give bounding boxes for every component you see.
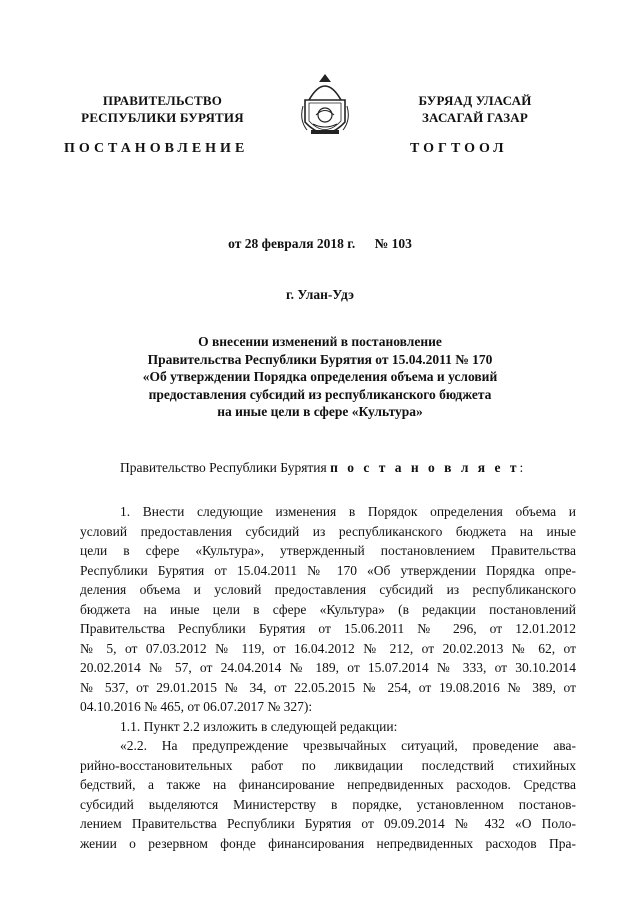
coat-of-arms-emblem <box>299 70 351 146</box>
document-number: № 103 <box>374 236 412 251</box>
header-left-line1: ПРАВИТЕЛЬСТВО <box>102 93 223 108</box>
preamble <box>120 460 523 476</box>
header-left-line2: РЕСПУБЛИКИ БУРЯТИЯ <box>81 110 244 125</box>
title-line: Правительства Республики Бурятия от 15.04.2011 № 170 <box>147 351 493 367</box>
doctype-left: ПОСТАНОВЛЕНИЕ <box>64 141 249 156</box>
body-line: 1. Внести следующие изменения в Порядок определения объема и <box>120 504 576 519</box>
body-line: субсидий выделяются Министерству в порядке, установленном постанов- <box>80 796 576 812</box>
document-body <box>80 502 576 853</box>
header-right-line2: ЗАСАГАЙ ГАЗАР <box>421 110 529 125</box>
body-line: Правительства Республики Бурятия от 15.06.2011 № 296, от 12.01.2012 <box>80 621 576 636</box>
preamble-resolves: п о с т а н о в л я е т <box>330 460 520 475</box>
body-line: деления объема и условий предоставления субсидий из республиканского <box>80 582 576 597</box>
title-line: предоставления субсидий из республиканского бюджета <box>148 386 492 402</box>
header-right-block <box>395 92 555 126</box>
body-line: условий предоставления субсидий из республиканского бюджета на иные <box>80 523 576 539</box>
body-line: 1.1. Пункт 2.2 изложить в следующей редакции: <box>120 718 398 734</box>
document-date: от 28 февраля 2018 г. <box>228 236 356 251</box>
doctype-right: ТОГТООЛ <box>410 141 508 156</box>
city: г. Улан-Удэ <box>286 287 354 302</box>
body-line: 20.02.2014 № 57, от 24.04.2014 № 189, от 15.07.2014 № 333, от 30.10.2014 <box>80 660 576 675</box>
body-line: бюджета на иные цели в сфере «Культура» (в редакции постановлений <box>80 601 576 617</box>
title-line: на иные цели в сфере «Культура» <box>217 404 423 419</box>
preamble-text: Правительство Республики Бурятия <box>120 460 327 475</box>
header-left-block <box>60 92 265 126</box>
preamble-colon: : <box>519 460 524 475</box>
title-line: «Об утверждении Порядка определения объема и условий <box>142 369 498 384</box>
body-line: лением Правительства Республики Бурятия от 09.09.2014 № 432 «О Поло- <box>80 816 576 831</box>
document-title <box>80 333 560 421</box>
body-line: жении о резервном фонде финансирования непредвиденных расходов Пра- <box>80 835 576 851</box>
header-right-line1: БУРЯАД УЛАСАЙ <box>418 93 532 108</box>
title-line: О внесении изменений в постановление <box>198 334 442 349</box>
body-line: «2.2. На предупреждение чрезвычайных ситуаций, проведение ава- <box>120 738 576 753</box>
body-line: 04.10.2016 № 465, от 06.07.2017 № 327): <box>80 699 313 714</box>
body-line: рийно-восстановительных работ по ликвидации последствий стихийных <box>80 757 576 773</box>
body-line: Республики Бурятия от 15.04.2011 № 170 «Об утверждении Порядка опре- <box>80 562 576 578</box>
body-line: цели в сфере «Культура», утвержденный постановлением Правительства <box>80 543 576 558</box>
body-line: № 537, от 29.01.2015 № 34, от 22.05.2015 № 254, от 19.08.2016 № 389, от <box>80 679 576 695</box>
body-line: № 5, от 07.03.2012 № 119, от 16.04.2012 № 212, от 20.02.2013 № 62, от <box>80 640 576 656</box>
body-line: бедствий, а также на финансирование непредвиденных расходов. Средства <box>80 777 576 792</box>
date-line <box>0 236 640 252</box>
